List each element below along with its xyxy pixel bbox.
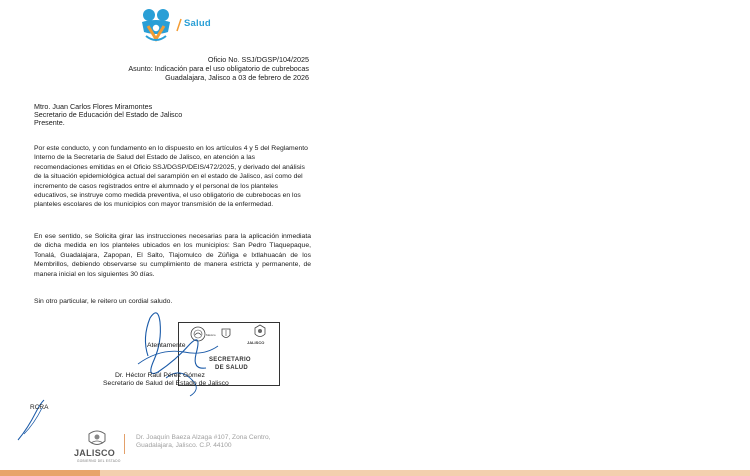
logo-divider-icon	[175, 18, 183, 32]
footer-color-bar	[0, 470, 750, 476]
handwritten-signature	[120, 298, 230, 408]
recipient-presente: Presente.	[34, 118, 65, 127]
footer-brand-sub: GOBIERNO DEL ESTADO	[77, 459, 121, 463]
signer-name: Dr. Héctor Raúl Pérez Gómez	[115, 372, 205, 379]
footer-color-bar-accent	[0, 470, 100, 476]
stamp-line-1: SECRETARIO	[209, 357, 251, 363]
footer-address-line-2: Guadalajara, Jalisco. C.P. 44100	[136, 442, 232, 449]
stamp-jalisco-label: JALISCO	[247, 340, 265, 345]
body-paragraph-3: Sin otro particular, le reitero un cordial saludo.	[34, 298, 173, 305]
asunto-line: Asunto: Indicación para el uso obligatorio de cubrebocas	[128, 64, 309, 73]
jalisco-seal-icon	[253, 324, 267, 340]
signer-role: Secretario de Salud del Estado de Jalisco	[103, 380, 229, 387]
drafter-initials: RCRA	[30, 404, 49, 411]
body-paragraph-2: En ese sentido, se Solicita girar las instrucciones necesarias para la aplicación inmediata de dicha medida en los planteles ubicados en los municipios: San Pedro Tlaquepaque, Tonalá, Guadalajara, Zapopan, El Salto, Tlajomulco de Zúñiga e Ixtlahuacán de los Membrillos, debiendo observarse su cumplimiento de manera estricta y permanente, de manera inicial en los siguientes 30 días.	[34, 233, 311, 278]
footer-divider	[124, 434, 125, 454]
footer-brand: JALISCO	[74, 448, 116, 458]
stamp-line-2: DE SALUD	[215, 365, 249, 371]
closing-atentamente: Atentamente	[147, 342, 186, 349]
oficio-number: Oficio No. SSJ/DGSP/104/2025	[207, 55, 309, 64]
recipient-title: Secretario de Educación del Estado de Jalisco	[34, 110, 183, 119]
footer-address-line-1: Dr. Joaquín Baeza Alzaga #107, Zona Centro,	[136, 434, 271, 441]
logo-text: Salud	[184, 18, 211, 29]
mexico-seal-label: México	[206, 333, 216, 337]
place-date: Guadalajara, Jalisco a 03 de febrero de 2026	[165, 73, 309, 82]
body-paragraph-1: Por este conducto, y con fundamento en lo dispuesto en los artículos 4 y 5 del Reglamento Interno de la Secretaría de Salud del Estado de Jalisco, en atención a las recomendaciones emitidas en el Oficio SSJ/DGSP/DEIS/472/2025, y derivado del análisis de la situación epidemiológica actual del sarampión en el estado de Jalisco, así como del incremento de casos registrados entre el alumnado y el personal de los planteles educativos, se instruye como medida preventiva, el uso obligatorio de cubrebocas en los planteles escolares de los municipios con mayor transmisión de la enfermedad.	[34, 145, 308, 209]
salud-logo-icon	[138, 6, 174, 44]
recipient-name: Mtro. Juan Carlos Flores Miramontes	[34, 102, 153, 111]
jalisco-emblem-icon	[86, 428, 108, 448]
